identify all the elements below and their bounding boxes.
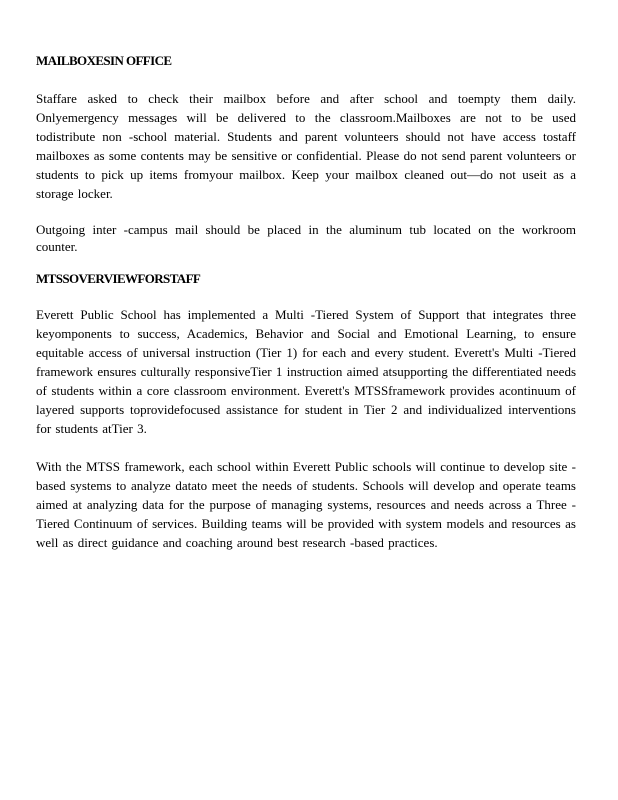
section-heading-mtss: MTSSOVERVIEWFORSTAFF [36, 271, 201, 286]
mailboxes-paragraph-2: Outgoing inter -campus mail should be placed in the aluminum tub located on the workroom counter. [36, 222, 576, 254]
mtss-paragraph-1: Everett Public School has implemented a Multi -Tiered System of Support that integrates three keyomponents to success, Academics, Behavior and Social and Emotional Learning, to ensure equitable access of universal instruction (Tier 1) for each and every student. Everett's Multi -Tiered framework ensures culturally responsiveTier 1 instruction aimed atsupporting the differentiated needs of students within a core classroom environment. Everett's MTSSframework provides acontinuum of layered supports toprovidefocused assistance for student in Tier 2 and individualized interventions for students atTier 3. [36, 307, 576, 436]
document-body [36, 53, 576, 552]
mtss-paragraph-2: With the MTSS framework, each school within Everett Public schools will continue to develop site -based systems to analyze datato meet the needs of students. Schools will develop and operate teams aimed at analyzing data for the purpose of managing systems, resources and needs across a Three -Tiered Continuum of services. Building teams will be provided with system models and resources as well as direct guidance and coaching around best research -based practices. [36, 459, 576, 550]
mailboxes-paragraph-1: Staffare asked to check their mailbox before and after school and toempty them daily. Onlyemergency messages will be delivered to the classroom.Mailboxes are not to be used todistribute non -school material. Students and parent volunteers should not have access tostaff mailboxes as some contents may be sensitive or confidential. Please do not send parent volunteers or students to pick up items fromyour mailbox. Keep your mailbox cleaned out—do not useit as a storage locker. [36, 91, 576, 201]
section-heading-mailboxes: MAILBOXESIN OFFICE [36, 53, 172, 68]
